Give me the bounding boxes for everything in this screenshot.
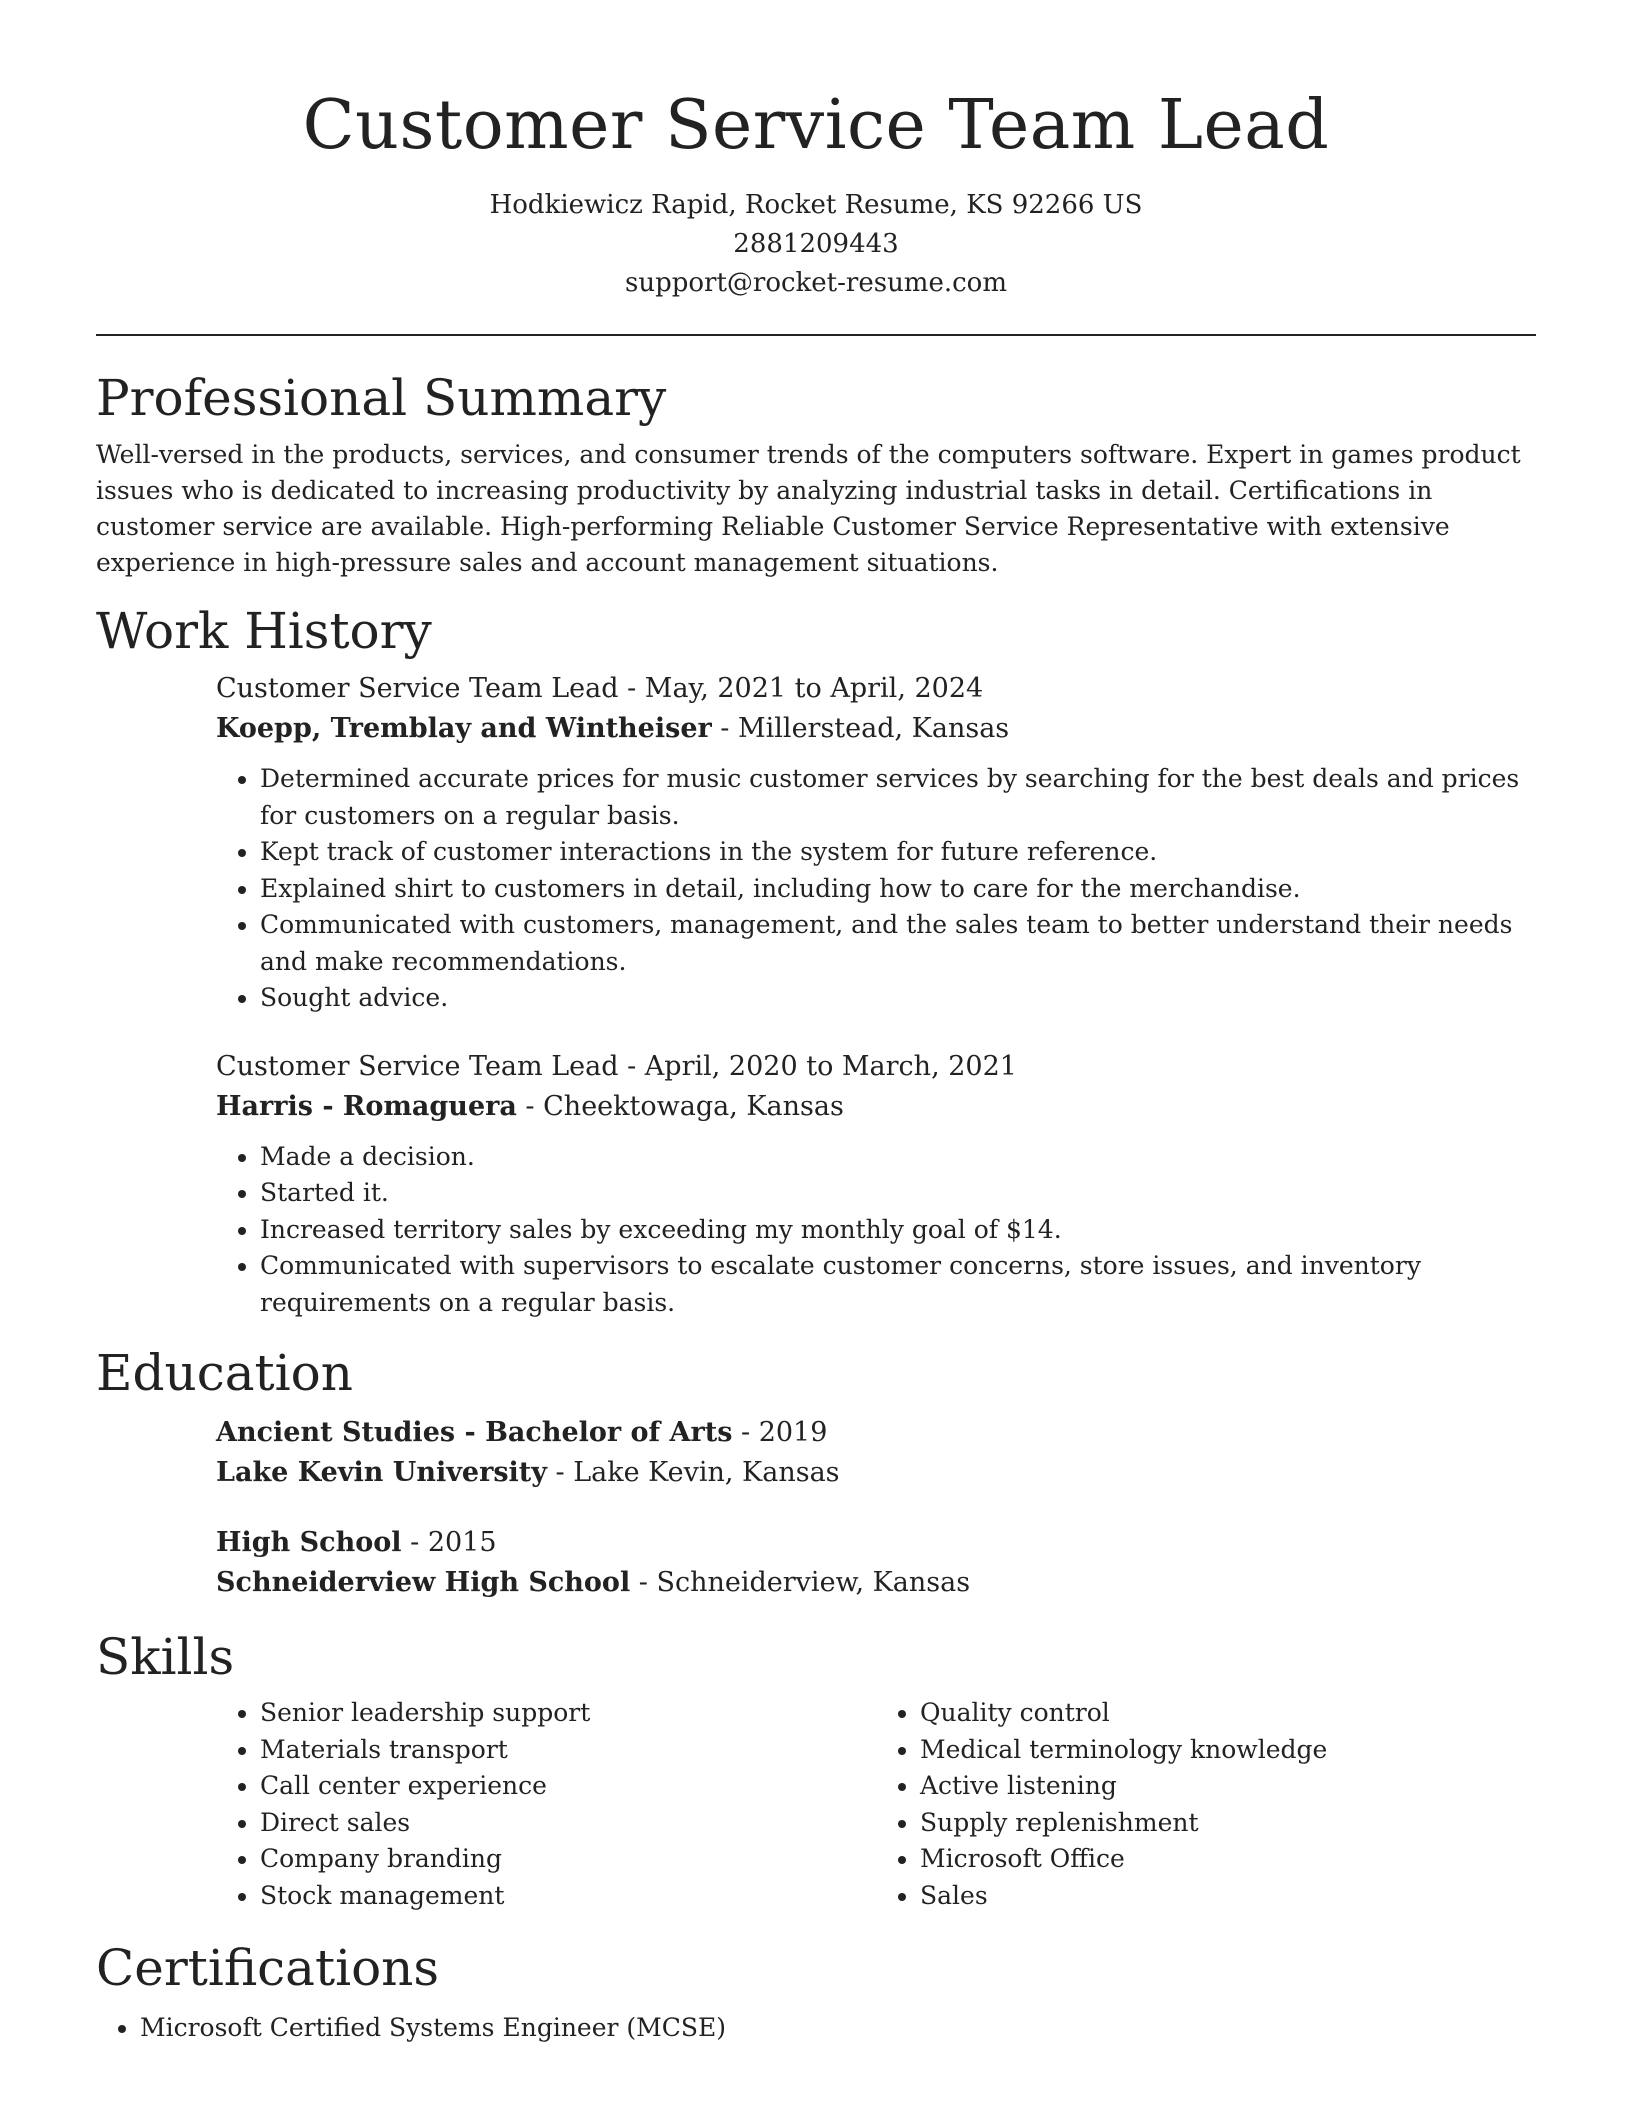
graduation-year: 2015 [427,1527,497,1558]
contact-email: support@rocket-resume.com [624,268,1007,298]
list-item: • Increased territory sales by exceeding my monthly goal of $14. [260,1212,1536,1249]
job-position: Customer Service Team Lead [216,673,619,704]
school-name: Schneiderview High School [216,1567,631,1598]
list-item: • Sought advice. [260,980,1536,1017]
contact-address: Hodkiewicz Rapid, Rocket Resume, KS 92266 US [489,190,1143,220]
degree-line [216,1413,1536,1453]
skill-item: • Medical terminology knowledge [920,1732,1536,1769]
job-position: Customer Service Team Lead [216,1050,619,1082]
job-duties-list [216,1139,1536,1322]
certification-item: • Microsoft Certified Systems Engineer (MCSE) [140,2010,1536,2047]
list-item: • Kept track of customer interactions in the system for future reference. [260,834,1536,871]
skill-item: • Quality control [920,1695,1536,1732]
separator: - [618,1050,645,1082]
candidate-name: Customer Service Team Lead [302,86,1330,165]
degree-line [216,1523,1536,1563]
skills-list-left [216,1695,876,1914]
list-item: • Started it. [260,1175,1536,1212]
list-item: • Communicated with customers, management, and the sales team to better understand their needs and make recommendations. [260,907,1536,980]
job-title-line [216,1047,1536,1087]
list-item: • Communicated with supervisors to escalate customer concerns, store issues, and inventory requirements on a regular basis. [260,1248,1536,1321]
list-item: • Made a decision. [260,1139,1536,1176]
separator: - [618,673,645,704]
education-entry [216,1413,1536,1493]
list-item: • Explained shirt to customers in detail, including how to care for the merchandise. [260,871,1536,908]
summary-heading: Professional Summary [96,369,667,427]
job-location: Millerstead, Kansas [738,713,1010,744]
resume-page [96,0,1536,2047]
skill-item: • Direct sales [260,1805,876,1842]
skill-item: • Company branding [260,1841,876,1878]
school-name: Lake Kevin University [216,1457,547,1488]
job-company: Harris - Romaguera [216,1090,517,1122]
job-entry [216,669,1536,1017]
job-company-line [216,1087,1536,1127]
certifications-list [96,2010,1536,2047]
header-divider [96,334,1536,336]
job-dates: April, 2020 to March, 2021 [644,1050,1017,1082]
graduation-year: 2019 [758,1417,828,1448]
job-duties-list [216,761,1536,1017]
contact-phone: 2881209443 [733,229,899,259]
degree-name: High School [216,1527,402,1558]
resume-header [96,0,1536,303]
skills-grid [216,1695,1536,1914]
separator: - [732,1417,759,1448]
contact-block [96,186,1536,303]
separator: - [711,713,739,744]
education-heading: Education [96,1344,353,1402]
skill-item: • Active listening [920,1768,1536,1805]
school-location: Lake Kevin, Kansas [573,1457,840,1488]
skill-item: • Sales [920,1878,1536,1915]
job-title-line [216,669,1536,709]
skill-item: • Stock management [260,1878,876,1915]
school-line [216,1453,1536,1493]
skills-heading: Skills [96,1628,235,1686]
job-company: Koepp, Tremblay and Wintheiser [216,713,712,744]
certifications-heading: Certifications [96,1939,440,1997]
skill-item: • Supply replenishment [920,1805,1536,1842]
degree-name: Ancient Studies - Bachelor of Arts [216,1417,733,1448]
skill-item: • Microsoft Office [920,1841,1536,1878]
skill-item: • Call center experience [260,1768,876,1805]
separator: - [630,1567,657,1598]
skills-section [96,1627,1536,1914]
separator: - [516,1090,544,1122]
education-section [96,1343,1536,1603]
summary-text: Well-versed in the products, services, and consumer trends of the computers software. Expert in games product issues who is dedicated to increasing productivity by analyzing industrial tasks in detail. Certifications in customer service are available. High-performing Reliable Customer Service Representative with extensive experience in high-pressure sales and account management situations. [96,440,1521,577]
skill-item: • Senior leadership support [260,1695,876,1732]
job-dates: May, 2021 to April, 2024 [644,673,984,704]
certifications-section [96,1938,1536,2047]
skill-item: • Materials transport [260,1732,876,1769]
education-entry [216,1523,1536,1603]
school-location: Schneiderview, Kansas [656,1567,971,1598]
summary-section [96,368,1536,581]
school-line [216,1563,1536,1603]
separator: - [401,1527,428,1558]
work-history-heading: Work History [96,602,432,660]
separator: - [546,1457,574,1488]
skills-list-right [876,1695,1536,1914]
job-entry [216,1047,1536,1322]
work-history-section [96,601,1536,1321]
job-location: Cheektowaga, Kansas [543,1090,844,1122]
job-company-line [216,709,1536,749]
list-item: • Determined accurate prices for music customer services by searching for the best deals and prices for customers on a regular basis. [260,761,1536,834]
